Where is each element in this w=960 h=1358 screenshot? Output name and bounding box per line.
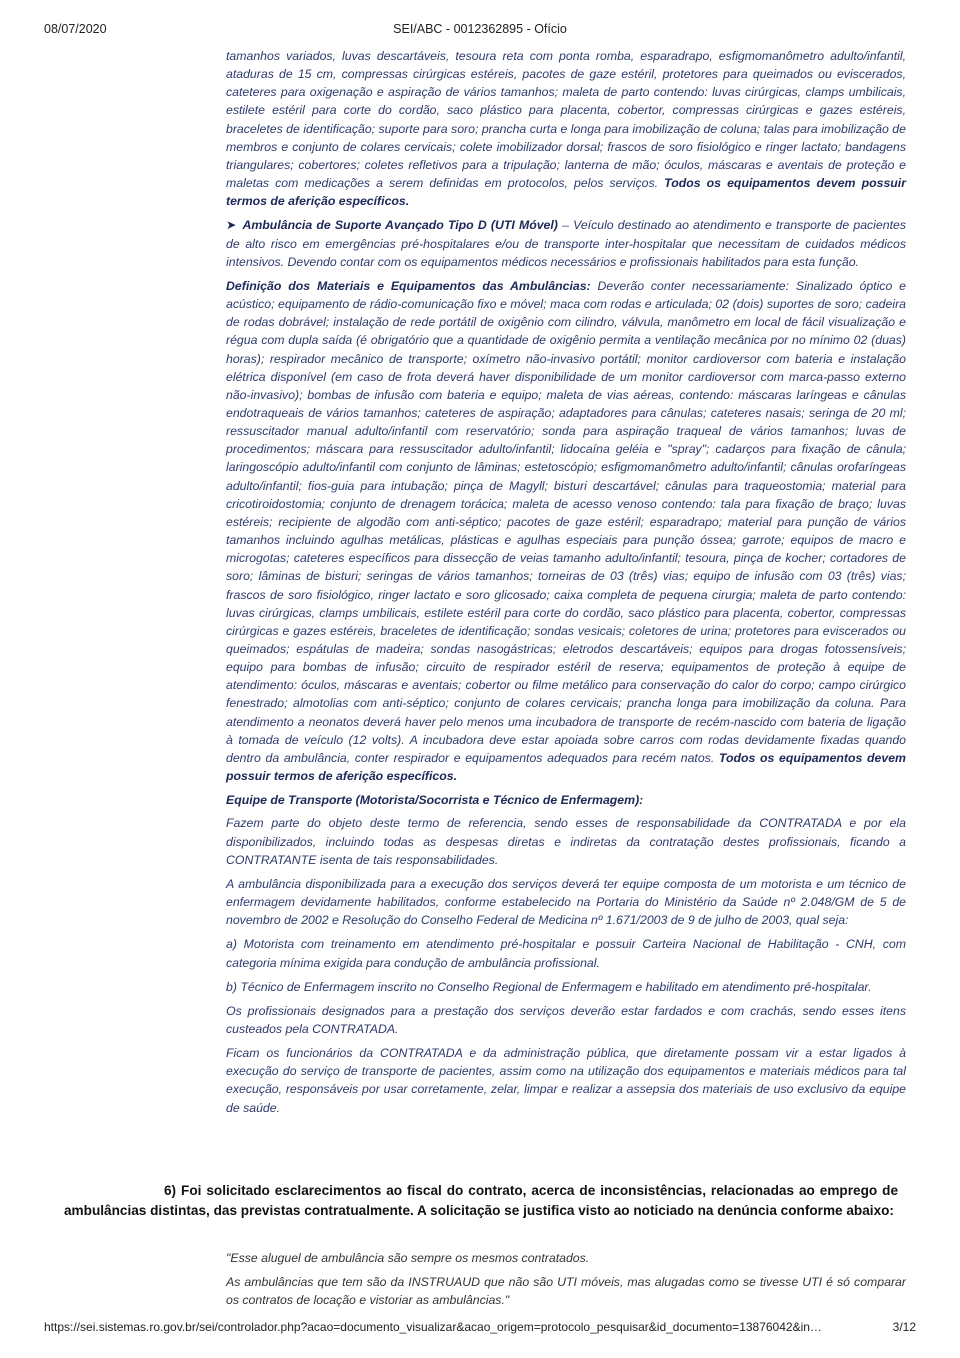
team-paragraph-3: Os profissionais designados para a prestação dos serviços deverão estar fardados e com crachás, sendo esses itens custeados pela CONTRATADA. xyxy=(226,1003,906,1036)
continuation-text: tamanhos variados, luvas descartáveis, tesoura reta com ponta romba, esparadrapo, esfigmomanômetro adulto/infantil, ataduras de 15 cm, compressas cirúrgicas estéreis, pacotes de gaze estéril, protetores para queimados ou eviscerados, cateteres para oxigenação e aspiração de vários tamanhos; maleta de parto contendo: luvas cirúrgicas, clamps umbilicais, estilete estéril para corte do cordão, saco plástico para placenta, cobertor, compressas cirúrgicas e gazes estéreis, braceletes de identificação; suporte para soro; prancha curta e longa para imobilização de coluna; talas para imobilização de membros e conjunto de colares cervicais; colete imobilizador dorsal; frascos de soro fisiológico e ringer lactato; bandagens triangulares; cobertores; coletes refletivos para a tripulação; lanterna de mão; óculos, máscaras e aventais de proteção e maletas com medicações a serem definidas em protocolos, pelos serviços. xyxy=(226,49,906,191)
team-paragraph-4: Ficam os funcionários da CONTRATADA e da administração pública, que diretamente possam vir a estar ligados à execução do serviço de transporte de pacientes, assim como na utilização dos equipamentos e materiais médicos para tal execução, responsáveis por usar corretamente, zelar, limpar e realizar a assepsia dos materiais de uso exclusivo da equipe de saúde. xyxy=(226,1046,906,1115)
quote-line-1: "Esse aluguel de ambulância são sempre os mesmos contratados. xyxy=(226,1251,590,1265)
team-paragraph-2: A ambulância disponibilizada para a execução dos serviços deverá ter equipe composta de um motorista e um técnico de enfermagem devidamente habilitados, conforme estabelecido na Portaria do Ministério da Saúde nº 2.048/GM de 5 de novembro de 2002 e Resolução do Conselho Federal de Medicina nº 1.671/2003 de 9 de julho de 2003, qual seja: xyxy=(226,876,906,928)
team-paragraph-1: Fazem parte do objeto deste termo de referencia, sendo esses de responsabilidade da CONTRATADA e por ela disponibilizados, incluindo todas as despesas diretas e indiretas da contratação destes profissionais, ficando a CONTRATANTE isenta de tais responsabilidades. xyxy=(226,816,906,867)
arrow-bullet-icon: ➤ xyxy=(226,218,237,233)
materials-bold-note: Todos os equipamentos devem possuir termos de aferição específicos. xyxy=(226,750,906,784)
quote-line-2: As ambulâncias que tem são da INSTRUAUD que não são UTI móveis, mas alugadas como se tivesse UTI é só comparar os contratos de locação e vistoriar as ambulâncias." xyxy=(226,1275,906,1308)
document-url: https://sei.sistemas.ro.gov.br/sei/controlador.php?acao=documento_visualizar&acao_origem=protocolo_pesquisar&id_documento=13876042&in… xyxy=(44,1320,822,1334)
ambulance-d-text: – Veículo destinado ao atendimento e transporte de pacientes de alto risco em emergências pré-hospitalares e/ou de transporte inter-hospitalar que necessitam de cuidados médicos intensivos. Devendo contar com os equipamentos médicos necessários e profissionais habilitados para esta função. xyxy=(226,218,906,269)
print-date: 08/07/2020 xyxy=(44,22,107,36)
ambulance-d-title: Ambulância de Suporte Avançado Tipo D (UTI Móvel) xyxy=(242,218,558,233)
complaint-quotes xyxy=(226,1249,906,1316)
item-6-paragraph: 6) Foi solicitado esclarecimentos ao fiscal do contrato, acerca de inconsistências, relacionadas ao emprego de ambulâncias distintas, das previstas contratualmente. A solicitação se justifica visto ao noticiado na denúncia conforme abaixo: xyxy=(64,1183,898,1218)
materials-text: Deverão conter necessariamente: Sinalizado óptico e acústico; equipamento de rádio-comunicação fixo e móvel; maca com rodas e articulada; 02 (dois) suportes de soro; cadeira de rodas dobrável; instalação de rede portátil de oxigênio com cilindro, válvula, manômetro em local de fácil visualização e régua com dupla saída (é obrigatório que a quantidade de oxigênio permita a ventilação mecânica por no mínimo 02 (duas) horas); respirador mecânico de transporte; oxímetro não-invasivo portátil; monitor cardioversor com bateria e instalação elétrica disponível (em caso de frota deverá haver disponibilidade de um monitor cardioversor com marca-passo externo não-invasivo); bombas de infusão com bateria e equipo; maleta de vias aéreas, contendo: máscaras laríngeas e cânulas endotraqueais de vários tamanhos; cateteres de aspiração; adaptadores para cânulas; cateteres nasais; seringa de 20 ml; ressuscitador manual adulto/infantil com reservatório; sonda para aspiração traqueal de vários tamanhos; luvas de procedimentos; máscara para ressuscitador adulto/infantil; lidocaína geléia e "spray"; cadarços para fixação de cânula; laringoscópio adulto/infantil com conjunto de lâminas; estetoscópio; esfigmomanômetro adulto/infantil; cânulas orofaríngeas adulto/infantil; fios-guia para intubação; pinça de Magyll; bisturi descartável; cânulas para traqueostomia; material para cricotiroidostomia; conjunto de drenagem torácica; maleta de acesso venoso contendo: tala para fixação de braço; luvas estéreis; recipiente de algodão com anti-séptico; pacotes de gaze estéril; esparadrapo; material para punção de vários tamanhos incluindo agulhas metálicas, plásticas e agulhas especiais para punção óssea; garrote; equipos de macro e microgotas; cateteres específicos para dissecção de veias tamanho adulto/infantil; tesoura, pinça de kocher; cortadores de soro; lâminas de bisturi; seringas de vários tamanhos; torneiras de 03 (três) vias; equipo de infusão com 03 (três) vias; frascos de soro fisiológico, ringer lactato e soro glicosado; caixa completa de pequena cirurgia; maleta de parto contendo: luvas cirúrgicas, clamps umbilicais, estilete estéril para corte do cordão, saco plástico para placenta, cobertor, compressas cirúrgicas e gazes estéreis, braceletes de identificação; sondas vesicais; coletores de urina; protetores para eviscerados ou queimados; espátulas de madeira; sondas nasogástricas; eletrodos descartáveis; equipos para drogas fotossensíveis; equipo para bombas de infusão; circuito de respirador estéril de reserva; equipamentos de proteção à equipe de atendimento: óculos, máscaras e aventais; cobertor ou filme metálico para conservação do calor do corpo; campo cirúrgico fenestrado; almotolias com anti-séptico; conjunto de colares cervicais; prancha longa para imobilização da coluna. Para atendimento a neonatos deverá haver pelo menos uma incubadora de transporte de recém-nascido com bateria de ligação à tomada de veículo (12 volts). A incubadora deve estar apoiada sobre carros com rodas devidamente fixadas quando dentro da ambulância, conter respirador e equipamentos adequados para recém natos. xyxy=(226,278,906,765)
team-item-b: b) Técnico de Enfermagem inscrito no Conselho Regional de Enfermagem e habilitado em atendimento pré-hospitalar. xyxy=(226,979,872,994)
document-title: SEI/ABC - 0012362895 - Ofício xyxy=(393,22,567,36)
page-number: 3/12 xyxy=(892,1320,916,1334)
continuation-bold-note: Todos os equipamentos devem possuir termos de aferição específicos. xyxy=(226,176,906,209)
materials-paragraph xyxy=(226,277,906,785)
document-body xyxy=(226,47,906,1123)
continuation-paragraph xyxy=(226,47,906,210)
page-footer xyxy=(44,1320,916,1336)
page-header xyxy=(44,22,916,40)
materials-title: Definição dos Materiais e Equipamentos das Ambulâncias: xyxy=(226,278,591,293)
team-section-title: Equipe de Transporte (Motorista/Socorrista e Técnico de Enfermagem): xyxy=(226,793,644,808)
team-item-a: a) Motorista com treinamento em atendimento pré-hospitalar e possuir Carteira Nacional de Habilitação - CNH, com categoria mínima exigida para condução de ambulância profissional. xyxy=(226,937,906,970)
ambulance-d-paragraph xyxy=(226,216,906,270)
